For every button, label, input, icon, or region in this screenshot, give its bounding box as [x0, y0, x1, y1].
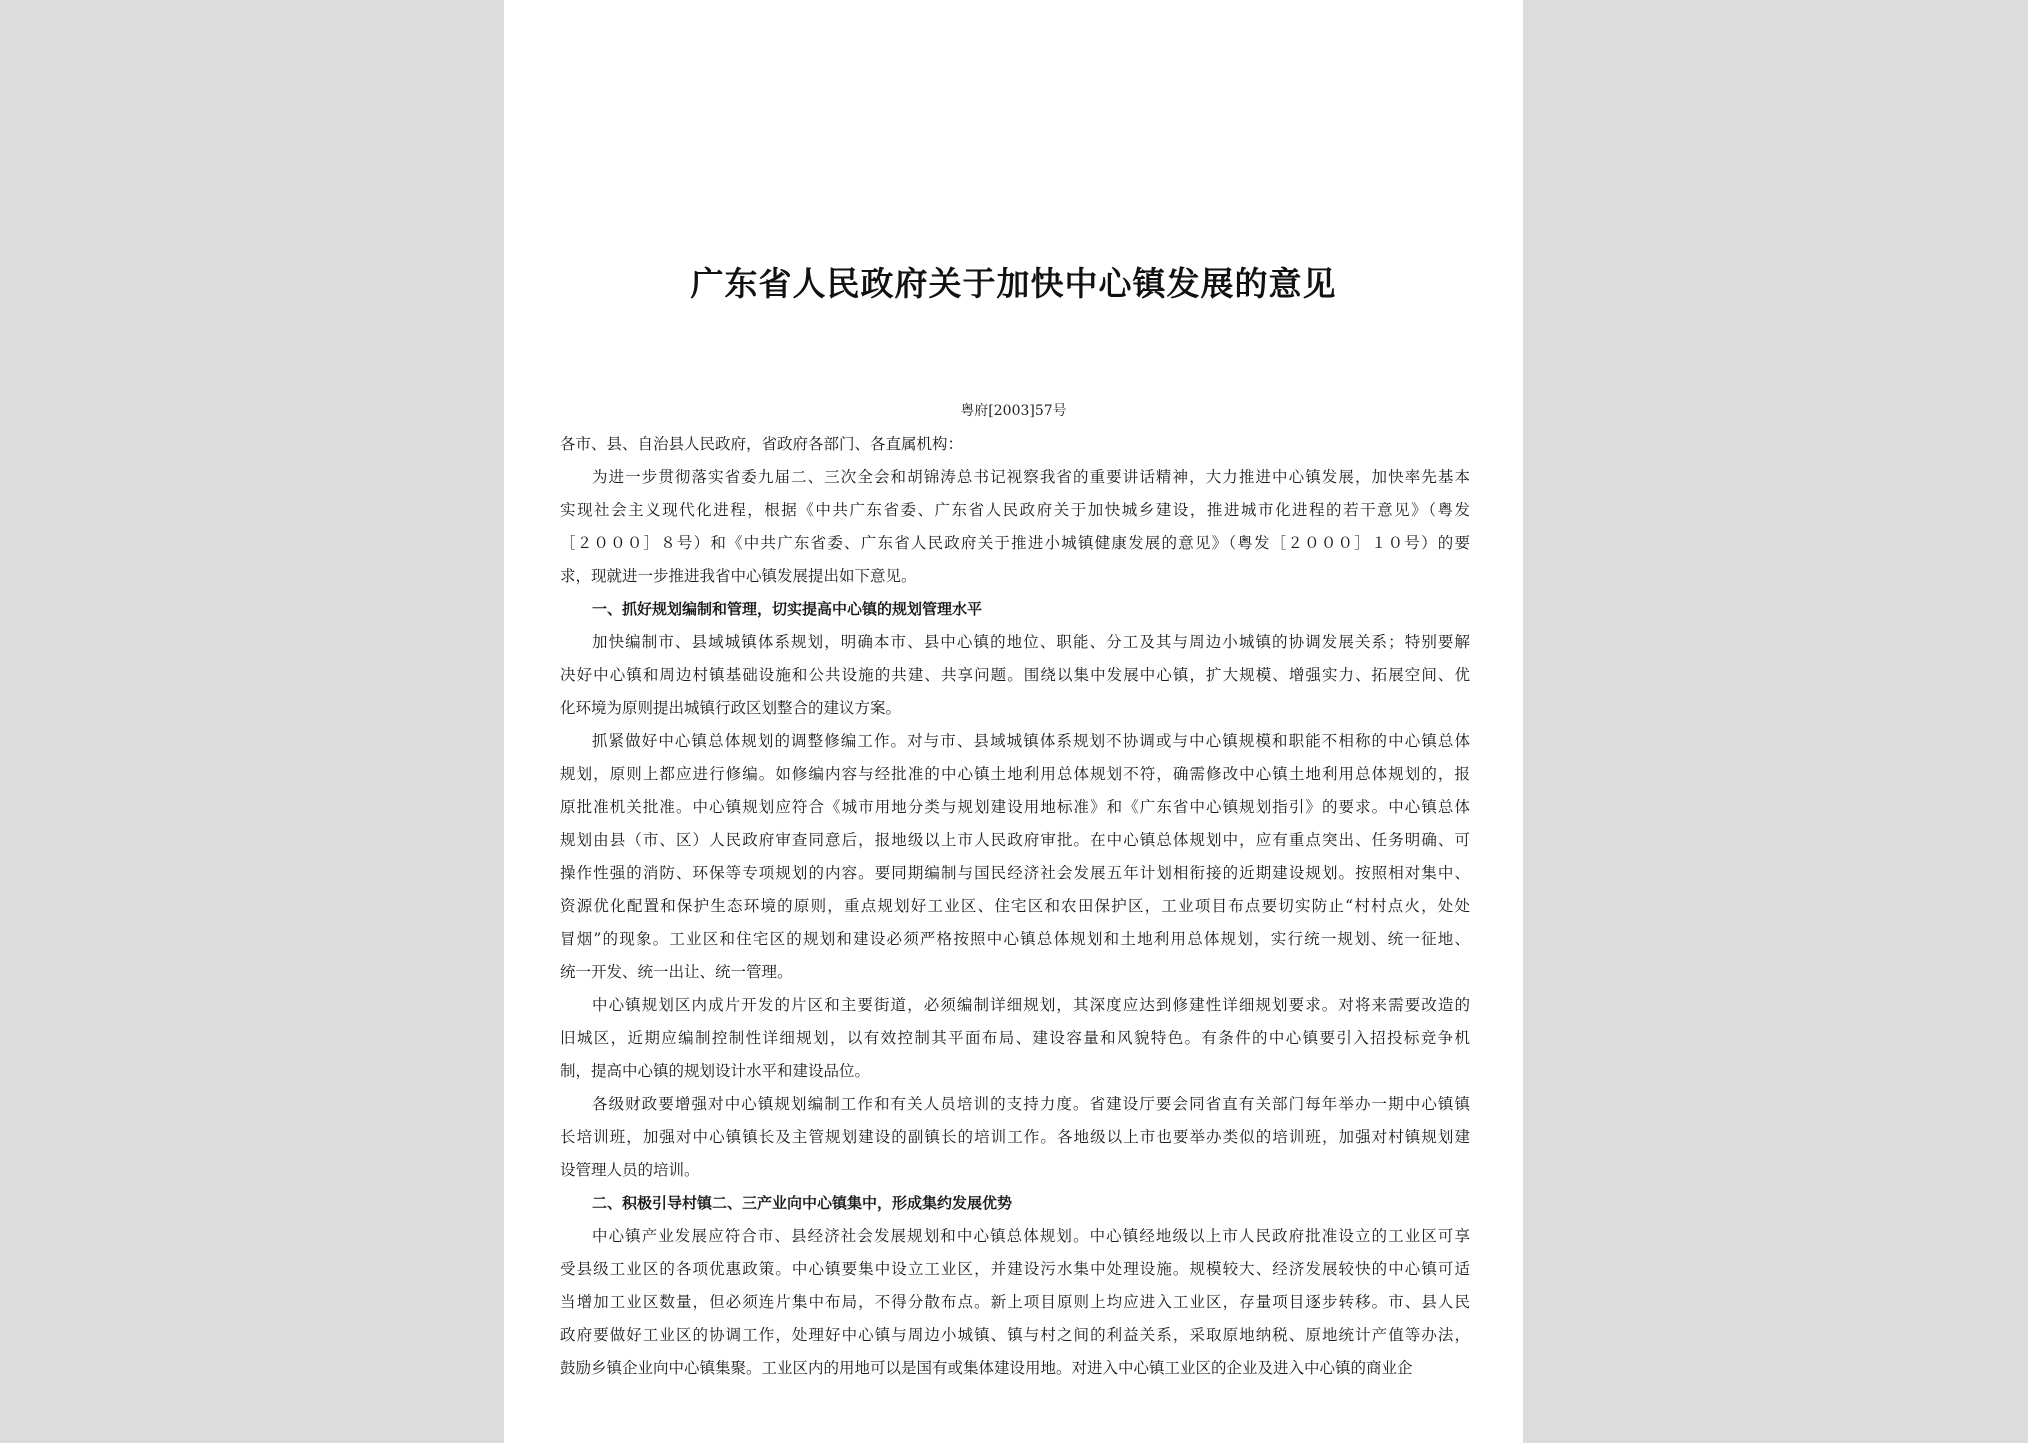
text-line: 规划由县（市、区）人民政府审查同意后，报地级以上市人民政府审批。在中心镇总体规划中，应有重点突出、任务明确、可: [560, 831, 1470, 849]
text-line: 冒烟”的现象。工业区和住宅区的规划和建设必须严格按照中心镇总体规划和土地利用总体规划，实行统一规划、统一征地、: [560, 930, 1470, 948]
text-line: 抓紧做好中心镇总体规划的调整修编工作。对与市、县域城镇体系规划不协调或与中心镇规模和职能不相称的中心镇总体: [592, 732, 1470, 750]
document-body: [560, 428, 1470, 1385]
text-line: 操作性强的消防、环保等专项规划的内容。要同期编制与国民经济社会发展五年计划相衔接的近期建设规划。按照相对集中、: [560, 864, 1470, 882]
text-line: 长培训班，加强对中心镇镇长及主管规划建设的副镇长的培训工作。各地级以上市也要举办类似的培训班，加强对村镇规划建: [560, 1128, 1470, 1146]
text-line: ［２０００］８号）和《中共广东省委、广东省人民政府关于推进小城镇健康发展的意见》（粤发［２０００］１０号）的要: [560, 534, 1470, 552]
text-line: 旧城区，近期应编制控制性详细规划，以有效控制其平面布局、建设容量和风貌特色。有条件的中心镇要引入招投标竞争机: [560, 1029, 1470, 1047]
text-line: 中心镇规划区内成片开发的片区和主要街道，必须编制详细规划，其深度应达到修建性详细规划要求。对将来需要改造的: [592, 996, 1470, 1014]
text-line: 原批准机关批准。中心镇规划应符合《城市用地分类与规划建设用地标准》和《广东省中心镇规划指引》的要求。中心镇总体: [560, 798, 1470, 816]
body-paragraph: [560, 989, 1470, 1088]
body-paragraph: [560, 1088, 1470, 1187]
text-line: 决好中心镇和周边村镇基础设施和公共设施的共建、共享问题。围绕以集中发展中心镇，扩大规模、增强实力、拓展空间、优: [560, 666, 1470, 684]
text-line: 当增加工业区数量，但必须连片集中布局，不得分散布点。新上项目原则上均应进入工业区，存量项目逐步转移。市、县人民: [560, 1293, 1470, 1311]
salutation: 各市、县、自治县人民政府，省政府各部门、各直属机构：: [560, 435, 964, 453]
text-line: 资源优化配置和保护生态环境的原则，重点规划好工业区、住宅区和农田保护区，工业项目布点要切实防止“村村点火，处处: [560, 897, 1470, 915]
text-line: 为进一步贯彻落实省委九届二、三次全会和胡锦涛总书记视察我省的重要讲话精神，大力推进中心镇发展，加快率先基本: [592, 468, 1470, 486]
paragraph-list: [560, 461, 1470, 1385]
text-line: 政府要做好工业区的协调工作，处理好中心镇与周边小城镇、镇与村之间的利益关系，采取原地纳税、原地统计产值等办法，: [560, 1326, 1470, 1344]
text-line: 鼓励乡镇企业向中心镇集聚。工业区内的用地可以是国有或集体建设用地。对进入中心镇工业区的企业及进入中心镇的商业企: [560, 1359, 1413, 1377]
document-page: [504, 0, 1523, 1443]
text-line: 化环境为原则提出城镇行政区划整合的建议方案。: [560, 699, 902, 717]
document-title: 广东省人民政府关于加快中心镇发展的意见: [690, 264, 1337, 303]
text-line: 规划，原则上都应进行修编。如修编内容与经批准的中心镇土地利用总体规划不符，确需修改中心镇土地利用总体规划的，报: [560, 765, 1470, 783]
text-line: 各级财政要增强对中心镇规划编制工作和有关人员培训的支持力度。省建设厅要会同省直有关部门每年举办一期中心镇镇: [592, 1095, 1470, 1113]
text-line: 设管理人员的培训。: [560, 1161, 700, 1179]
section-heading: 二、积极引导村镇二、三产业向中心镇集中，形成集约发展优势: [592, 1194, 1013, 1212]
text-line: 统一开发、统一出让、统一管理。: [560, 963, 793, 981]
body-paragraph: [560, 725, 1470, 989]
text-line: 中心镇产业发展应符合市、县经济社会发展规划和中心镇总体规划。中心镇经地级以上市人民政府批准设立的工业区可享: [592, 1227, 1470, 1245]
section-heading: 一、抓好规划编制和管理，切实提高中心镇的规划管理水平: [592, 600, 983, 618]
text-line: 求，现就进一步推进我省中心镇发展提出如下意见。: [560, 567, 917, 585]
body-paragraph: [560, 461, 1470, 593]
document-number: 粤府[2003]57号: [960, 403, 1067, 419]
text-line: 受县级工业区的各项优惠政策。中心镇要集中设立工业区，并建设污水集中处理设施。规模较大、经济发展较快的中心镇可适: [560, 1260, 1470, 1278]
body-paragraph: [560, 1220, 1470, 1385]
text-line: 实现社会主义现代化进程，根据《中共广东省委、广东省人民政府关于加快城乡建设，推进城市化进程的若干意见》（粤发: [560, 501, 1470, 519]
body-paragraph: [560, 626, 1470, 725]
text-line: 加快编制市、县域城镇体系规划，明确本市、县中心镇的地位、职能、分工及其与周边小城镇的协调发展关系；特别要解: [592, 633, 1470, 651]
text-line: 制，提高中心镇的规划设计水平和建设品位。: [560, 1062, 871, 1080]
